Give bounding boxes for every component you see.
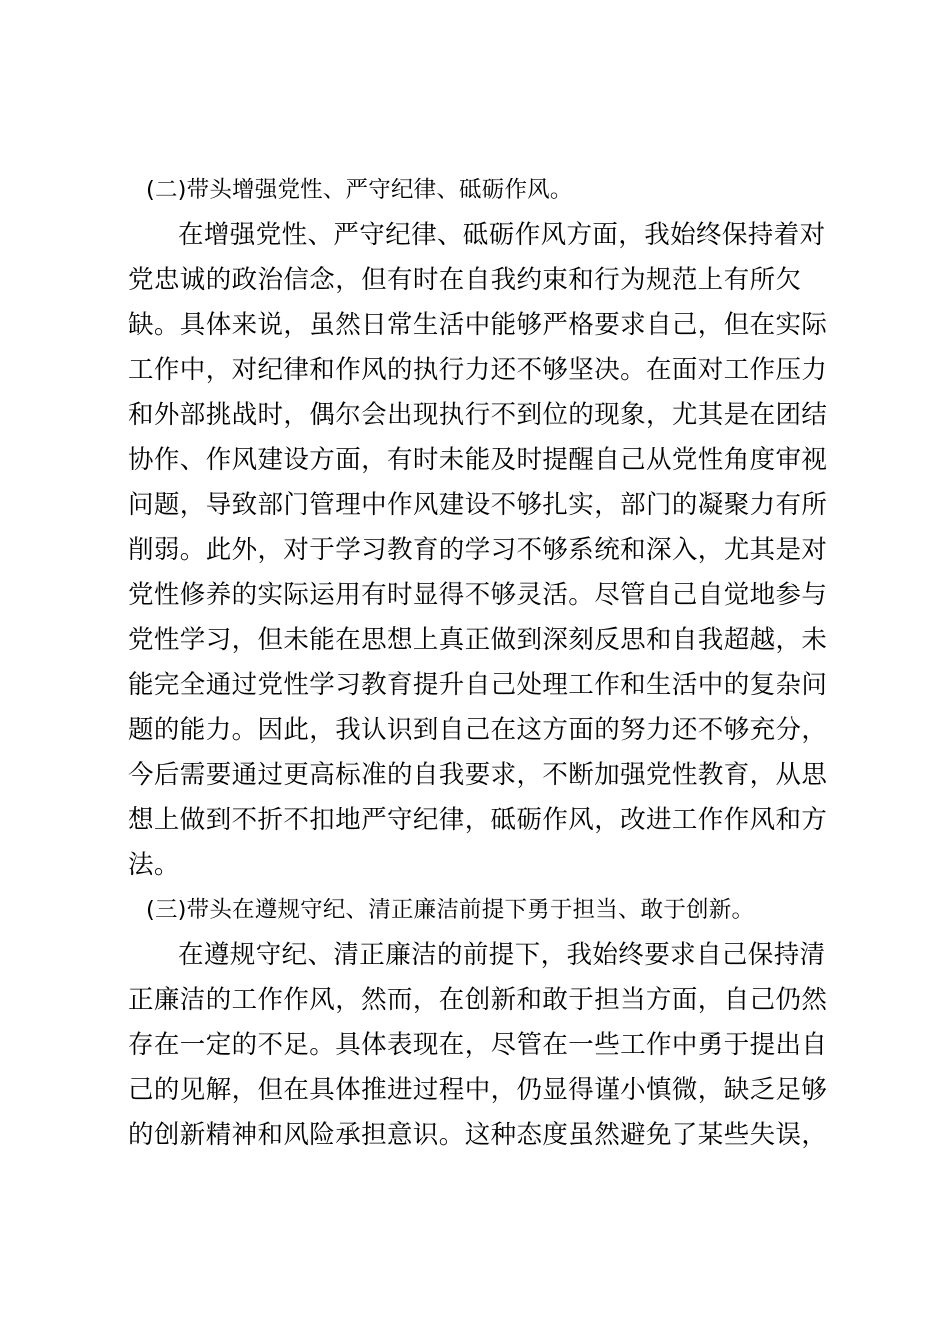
paragraph-line: 问题，导致部门管理中作风建设不够扎实，部门的凝聚力有所 — [128, 490, 828, 520]
paragraph-line: 协作、作风建设方面，有时未能及时提醒自己从党性角度审视 — [128, 445, 828, 475]
paragraph-line: 能完全通过党性学习教育提升自己处理工作和生活中的复杂问 — [128, 670, 828, 700]
paragraph-line: 法。 — [128, 850, 180, 880]
paragraph-line: 工作中，对纪律和作风的执行力还不够坚决。在面对工作压力 — [128, 355, 828, 385]
paragraph-line: 正廉洁的工作作风，然而，在创新和敢于担当方面，自己仍然 — [128, 985, 828, 1015]
paragraph-line: 的创新精神和风险承担意识。这种态度虽然避免了某些失误， — [128, 1120, 828, 1150]
paragraph-line: 己的见解，但在具体推进过程中，仍显得谨小慎微，缺乏足够 — [128, 1075, 828, 1105]
paragraph-line: 党性学习，但未能在思想上真正做到深刻反思和自我超越，未 — [128, 625, 828, 655]
paragraph-line: 在遵规守纪、清正廉洁的前提下，我始终要求自己保持清 — [178, 940, 826, 970]
paragraph-line: 想上做到不折不扣地严守纪律，砥砺作风，改进工作作风和方 — [128, 805, 828, 835]
section-heading-2: (二)带头增强党性、严守纪律、砥砺作风。 — [146, 177, 573, 203]
paragraph-line: 缺。具体来说，虽然日常生活中能够严格要求自己，但在实际 — [128, 310, 828, 340]
paragraph-line: 党性修养的实际运用有时显得不够灵活。尽管自己自觉地参与 — [128, 580, 828, 610]
paragraph-line: 今后需要通过更高标准的自我要求，不断加强党性教育，从思 — [128, 760, 828, 790]
paragraph-line: 在增强党性、严守纪律、砥砺作风方面，我始终保持着对 — [178, 220, 826, 250]
paragraph-line: 削弱。此外，对于学习教育的学习不够系统和深入，尤其是对 — [128, 535, 828, 565]
paragraph-line: 党忠诚的政治信念，但有时在自我约束和行为规范上有所欠 — [128, 265, 802, 295]
document-body — [128, 168, 828, 1158]
paragraph-line: 存在一定的不足。具体表现在，尽管在一些工作中勇于提出自 — [128, 1030, 828, 1060]
paragraph-line: 题的能力。因此，我认识到自己在这方面的努力还不够充分， — [128, 715, 828, 745]
section-heading-3: (三)带头在遵规守纪、清正廉洁前提下勇于担当、敢于创新。 — [146, 897, 755, 923]
paragraph-line: 和外部挑战时，偶尔会出现执行不到位的现象，尤其是在团结 — [128, 400, 828, 430]
